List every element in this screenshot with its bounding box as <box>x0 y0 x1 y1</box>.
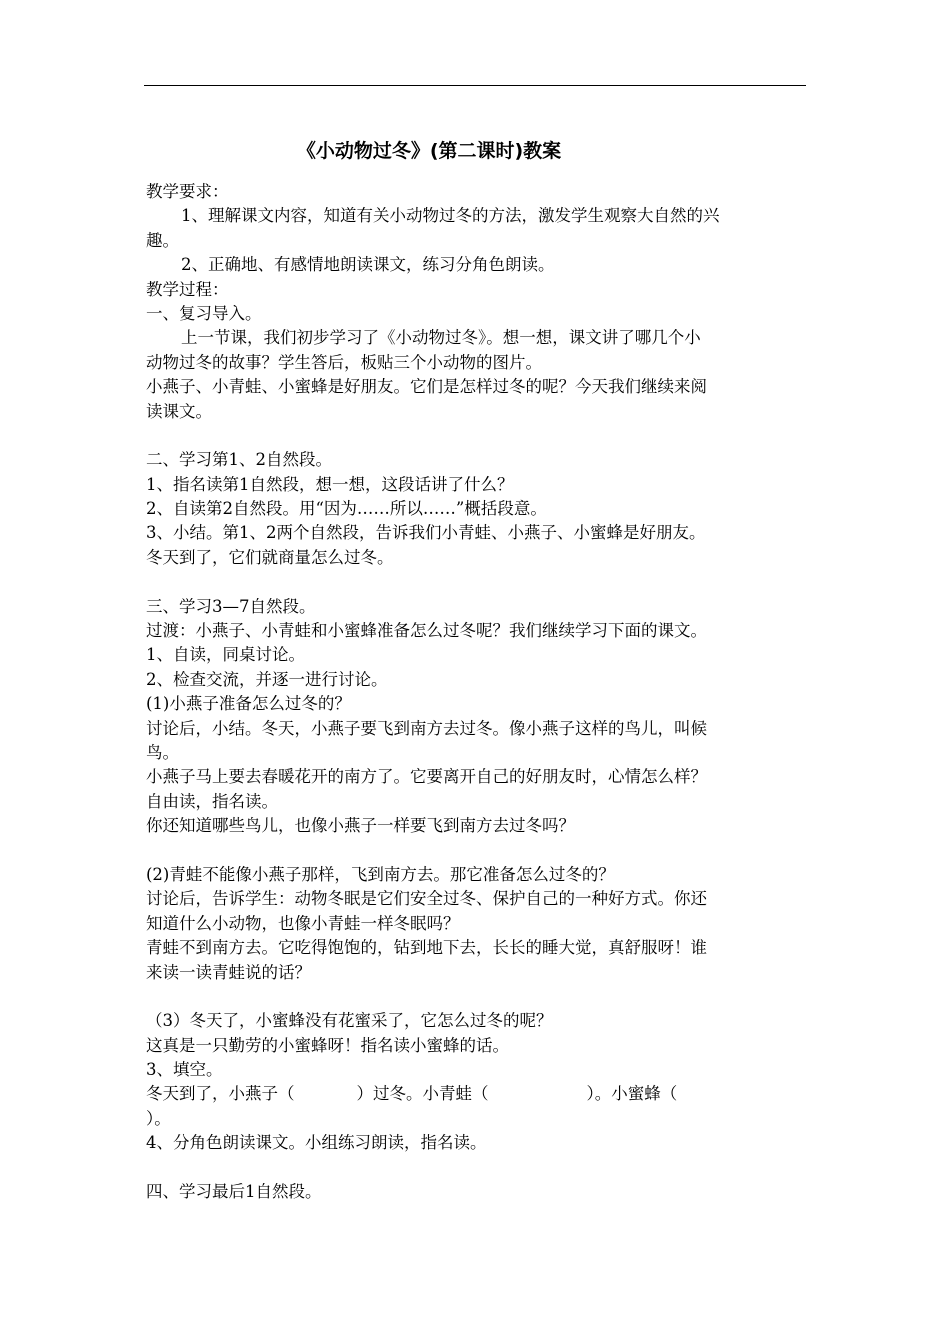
fill-in-heading: 3、填空。 <box>146 1060 223 1080</box>
paragraph-line: 上一节课，我们初步学习了《小动物过冬》。想一想，课文讲了哪几个小 <box>181 328 701 348</box>
blank-line <box>146 839 806 863</box>
paragraph-line: 青蛙不到南方去。它吃得饱饱的，钻到地下去，长长的睡大觉，真舒服呀！谁 <box>146 938 707 958</box>
paragraph-line: 小燕子、小青蛙、小蜜蜂是好朋友。它们是怎样过冬的呢？今天我们继续来阅 <box>146 377 707 397</box>
blank-line <box>146 985 806 1009</box>
paragraph-line: 动物过冬的故事？学生答后，板贴三个小动物的图片。 <box>146 352 542 372</box>
paragraph-line: 来读一读青蛙说的话？ <box>146 962 311 982</box>
document-title: 《小动物过冬》(第二课时)教案 <box>296 140 562 162</box>
paragraph-line: 这真是一只勤劳的小蜜蜂呀！指名读小蜜蜂的话。 <box>146 1035 509 1055</box>
requirement-1-line-1: 1、理解课文内容，知道有关小动物过冬的方法，激发学生观察大自然的兴 <box>181 206 720 226</box>
paragraph-line: 1、自读，同桌讨论。 <box>146 645 305 665</box>
paragraph-line: 4、分角色朗读课文。小组练习朗读，指名读。 <box>146 1133 487 1153</box>
blank-line <box>146 424 806 448</box>
paragraph-line: 你还知道哪些鸟儿，也像小燕子一样要飞到南方去过冬吗？ <box>146 816 575 836</box>
requirement-1-line-2: 趣。 <box>146 230 179 250</box>
paragraph-line: 3、小结。第1、2两个自然段，告诉我们小青蛙、小燕子、小蜜蜂是好朋友。 <box>146 523 706 543</box>
document-body <box>146 180 806 1204</box>
paragraph-line: 读课文。 <box>146 401 212 421</box>
section-label-requirements: 教学要求： <box>146 182 229 201</box>
requirement-2: 2、正确地、有感情地朗读课文，练习分角色朗读。 <box>181 255 555 275</box>
paragraph-line: 鸟。 <box>146 742 179 762</box>
fill-in-sentence-end: ）。 <box>146 1108 171 1128</box>
part-4-heading: 四、学习最后1自然段。 <box>146 1182 322 1202</box>
paragraph-line: 过渡：小燕子、小青蛙和小蜜蜂准备怎么过冬呢？我们继续学习下面的课文。 <box>146 621 707 641</box>
paragraph-line: 2、自读第2自然段。用“因为……所以……”概括段意。 <box>146 499 547 519</box>
paragraph-line: 2、检查交流，并逐一进行讨论。 <box>146 669 388 689</box>
fill-in-part-a: 冬天到了，小燕子（ <box>146 1084 295 1104</box>
paragraph-line: 自由读，指名读。 <box>146 791 278 811</box>
fill-in-part-c: ）。小蜜蜂（ <box>586 1084 678 1104</box>
fill-in-part-b: ）过冬。小青蛙（ <box>356 1084 489 1104</box>
section-label-process: 教学过程： <box>146 279 229 299</box>
fill-in-sentence <box>146 1082 806 1106</box>
paragraph-line: (1)小燕子准备怎么过冬的？ <box>146 694 351 714</box>
part-1-heading: 一、复习导入。 <box>146 303 262 323</box>
paragraph-line: 讨论后，小结。冬天，小燕子要飞到南方去过冬。像小燕子这样的鸟儿，叫候 <box>146 718 707 738</box>
paragraph-line: 知道什么小动物，也像小青蛙一样冬眠吗？ <box>146 913 460 933</box>
blank-line <box>146 570 806 594</box>
paragraph-line: 小燕子马上要去春暖花开的南方了。它要离开自己的好朋友时，心情怎么样？ <box>146 767 707 787</box>
paragraph-line: 1、指名读第1自然段，想一想，这段话讲了什么？ <box>146 474 514 494</box>
paragraph-line: (2)青蛙不能像小燕子那样，飞到南方去。那它准备怎么过冬的？ <box>146 864 615 884</box>
paragraph-line: 冬天到了，它们就商量怎么过冬。 <box>146 547 394 567</box>
blank-line <box>146 1156 806 1180</box>
part-2-heading: 二、学习第1、2自然段。 <box>146 450 332 470</box>
header-rule <box>144 85 806 86</box>
paragraph-line: 讨论后，告诉学生：动物冬眠是它们安全过冬、保护自己的一种好方式。你还 <box>146 889 707 909</box>
part-3-heading: 三、学习3—7自然段。 <box>146 596 316 616</box>
paragraph-line: （3）冬天了，小蜜蜂没有花蜜采了，它怎么过冬的呢？ <box>146 1011 553 1031</box>
